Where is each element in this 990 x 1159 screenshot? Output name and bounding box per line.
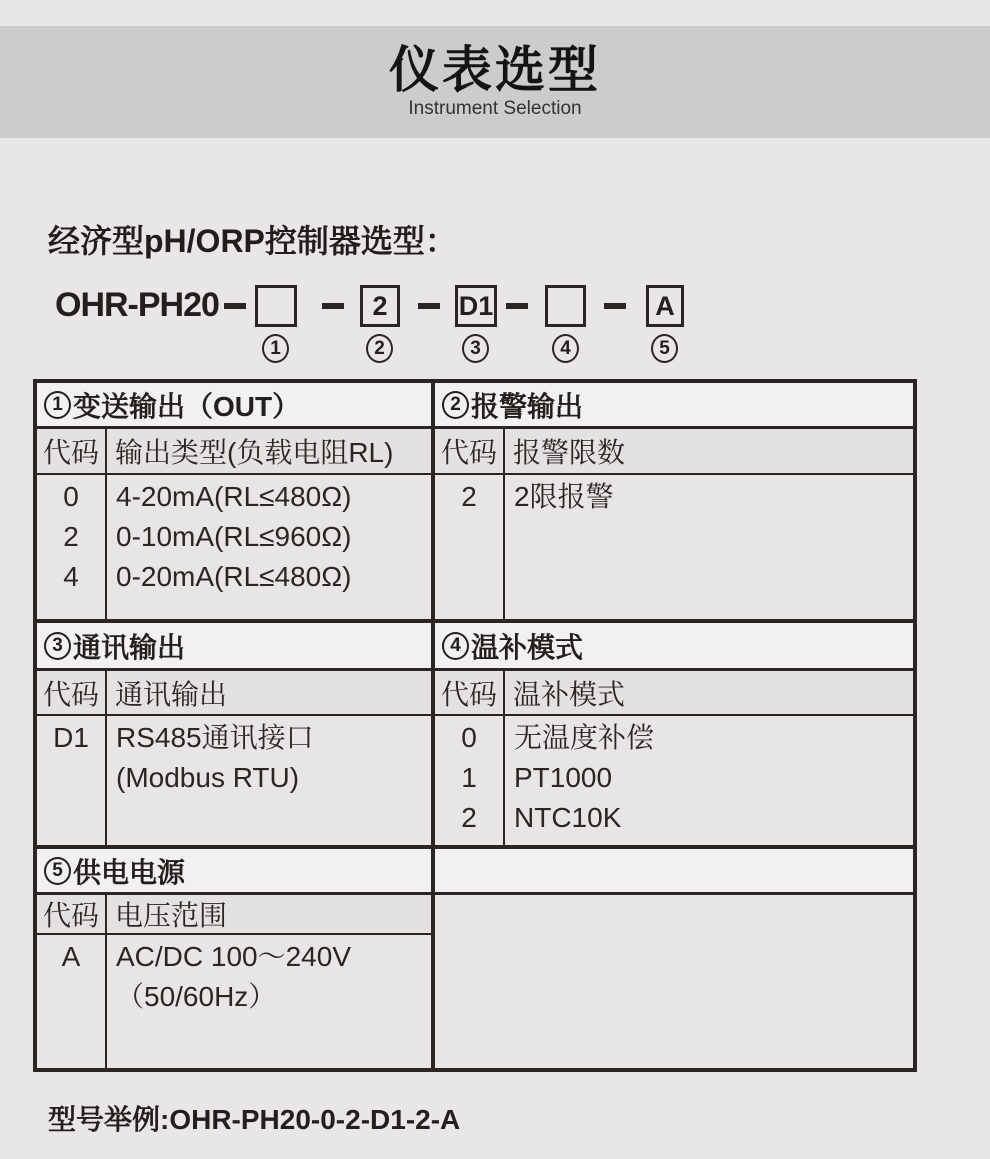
empty-header-cell (435, 849, 913, 895)
empty-data-cell (435, 895, 913, 1068)
label-value: 4-20mA(RL≤480Ω) (116, 481, 352, 512)
model-slot-box-1 (255, 285, 297, 327)
label-column (107, 935, 431, 1068)
label-value: 无温度补偿 (514, 722, 655, 753)
label-header-cell: 报警限数 (513, 437, 626, 468)
code-value: D1 (53, 722, 89, 753)
data-rows-alarm-output (435, 475, 913, 623)
label-value: 2限报警 (514, 481, 614, 512)
label-column (107, 475, 431, 619)
subheader-row (37, 429, 431, 475)
data-rows-communication-output (37, 716, 431, 849)
label-value: 0-20mA(RL≤480Ω) (116, 561, 352, 592)
model-slot-box-5: A (646, 285, 684, 327)
slot-number-circle-2: 2 (366, 334, 393, 363)
model-slot-box-2: 2 (360, 285, 400, 327)
code-header-cell: 代码 (435, 429, 505, 473)
section-title: 变送输出（OUT） (73, 390, 301, 422)
data-rows-temperature-compensation (435, 716, 913, 849)
code-header-cell: 代码 (37, 671, 107, 714)
code-value: A (61, 941, 81, 972)
model-slot-box-3: D1 (455, 285, 497, 327)
table-column-right (435, 383, 913, 1068)
label-value: RS485通讯接口 (116, 722, 314, 753)
section-header-power-supply (37, 849, 431, 895)
label-value: （50/60Hz） (116, 981, 277, 1012)
label-header-cell: 输出类型(负载电阻RL) (115, 437, 394, 468)
label-header-cell: 电压范围 (115, 900, 228, 931)
section-title: 供电电源 (73, 856, 186, 888)
model-example-value: OHR-PH20-0-2-D1-2-A (169, 1104, 461, 1135)
subheader-row (435, 429, 913, 475)
code-header-cell: 代码 (37, 895, 107, 933)
subheader-row (37, 671, 431, 716)
section-title: 报警输出 (471, 390, 584, 422)
selection-heading: 经济型pH/ORP控制器选型： (48, 223, 457, 259)
title-band (0, 26, 990, 138)
label-header-cell: 通讯输出 (115, 678, 228, 710)
data-rows-transmit-output (37, 475, 431, 623)
code-value: 0 (461, 722, 477, 753)
code-column (435, 475, 505, 619)
code-header-cell: 代码 (37, 429, 107, 473)
section-header-temperature-compensation (435, 623, 913, 671)
code-column (37, 935, 107, 1068)
circled-number-icon: 2 (442, 391, 469, 419)
code-value: 2 (63, 521, 79, 552)
code-column (435, 716, 505, 845)
code-header-cell: 代码 (435, 671, 505, 714)
page-title: 仪表选型 (389, 42, 601, 98)
slot-number-circle-5: 5 (651, 334, 678, 363)
model-separator-dash (224, 303, 246, 309)
code-value: 4 (63, 561, 79, 592)
data-rows-power-supply (37, 935, 431, 1068)
label-header-cell: 温补模式 (513, 678, 626, 710)
subheader-row (37, 895, 431, 935)
model-example-line (48, 1098, 460, 1138)
model-separator-dash (322, 303, 344, 309)
model-separator-dash (604, 303, 626, 309)
slot-number-circle-3: 3 (462, 334, 489, 363)
code-column (37, 716, 107, 845)
model-slot-box-4 (545, 285, 586, 327)
circled-number-icon: 1 (44, 391, 71, 419)
table-column-left (37, 383, 435, 1068)
code-value: 2 (461, 481, 477, 512)
label-value: 0-10mA(RL≤960Ω) (116, 521, 352, 552)
section-title: 通讯输出 (73, 631, 186, 663)
model-example-label: 型号举例: (48, 1104, 170, 1135)
label-value: NTC10K (514, 802, 622, 833)
section-header-alarm-output (435, 383, 913, 429)
selection-table (33, 379, 917, 1072)
slot-number-circle-4: 4 (552, 334, 579, 363)
label-value: (Modbus RTU) (116, 762, 300, 793)
label-column (505, 475, 913, 619)
section-title: 温补模式 (471, 631, 584, 663)
label-column (107, 716, 431, 845)
model-separator-dash (506, 303, 528, 309)
label-value: AC/DC 100～240V (116, 941, 352, 972)
circled-number-icon: 5 (44, 857, 71, 885)
label-value: PT1000 (514, 762, 613, 793)
slot-number-circle-1: 1 (262, 334, 289, 363)
model-prefix: OHR-PH20 (55, 286, 219, 324)
section-header-communication-output (37, 623, 431, 671)
circled-number-icon: 4 (442, 632, 469, 660)
section-header-transmit-output (37, 383, 431, 429)
model-separator-dash (418, 303, 440, 309)
label-column (505, 716, 913, 845)
page-subtitle: Instrument Selection (408, 98, 582, 119)
subheader-row (435, 671, 913, 716)
code-value: 1 (461, 762, 477, 793)
circled-number-icon: 3 (44, 632, 71, 660)
code-value: 2 (461, 802, 477, 833)
code-value: 0 (63, 481, 79, 512)
code-column (37, 475, 107, 619)
